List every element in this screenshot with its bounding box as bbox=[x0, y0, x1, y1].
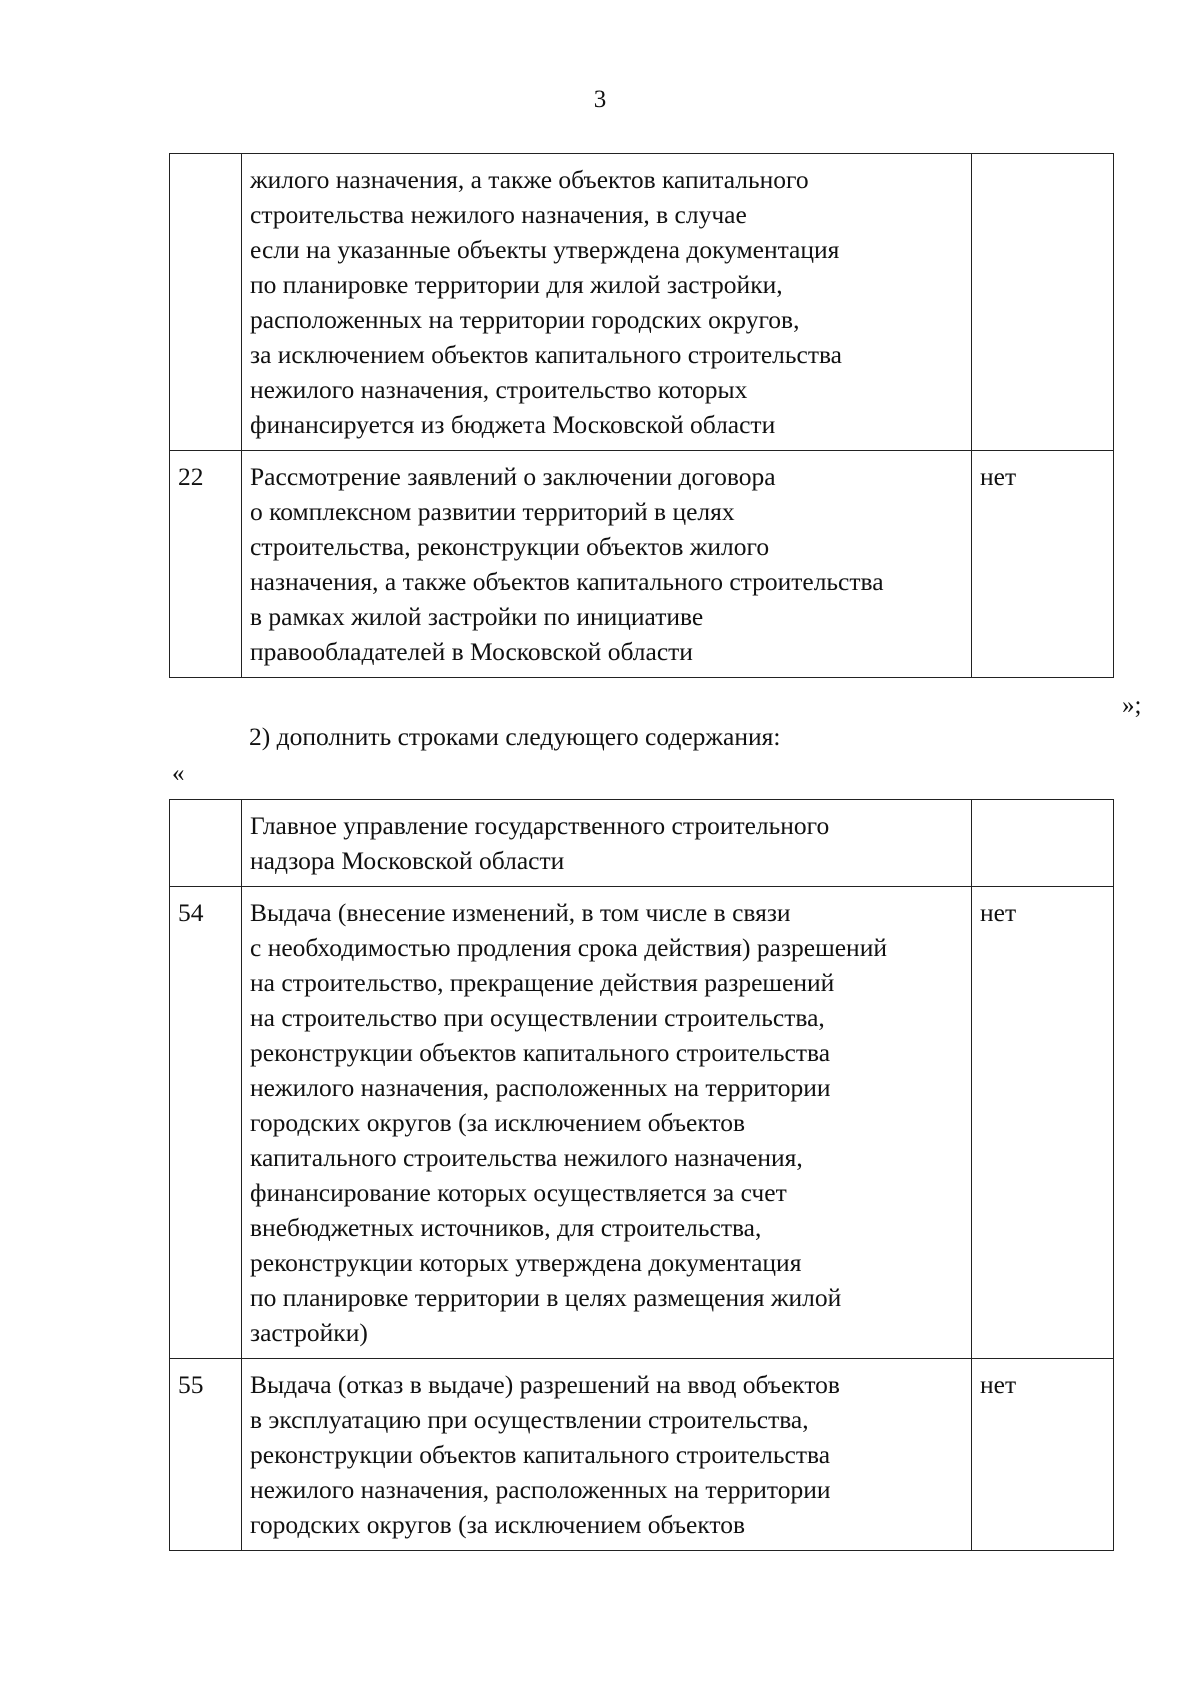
page-number: 3 bbox=[593, 86, 607, 113]
row-description: Выдача (внесение изменений, в том числе в связи с необходимостью продления срока действия) разрешений на строительство, прекращение действия разрешений на строительство при осуществлении строительства, реконструкции объектов капитального строительства нежилого назначения, расположенных на территории городских округов (за исключением объектов капитального строительства нежилого назначения, финансирование которых осуществляется за счет внебюджетных источников, для строительства, реконструкции которых утверждена документация по планировке территории в целях размещения жилой застройки) bbox=[250, 898, 887, 1347]
row-number-cell: 22 bbox=[170, 451, 242, 678]
row-flag-cell: нет bbox=[972, 887, 1114, 1359]
table-row bbox=[170, 154, 1114, 451]
services-table-continued bbox=[169, 153, 1114, 678]
row-number-cell bbox=[170, 154, 242, 451]
services-table-additions bbox=[169, 799, 1114, 1551]
instruction-paragraph: 2) дополнить строками следующего содержания: bbox=[249, 722, 781, 751]
row-description-cell bbox=[242, 154, 972, 451]
opening-quote: « bbox=[172, 760, 185, 787]
row-description-cell bbox=[242, 887, 972, 1359]
row-number-cell bbox=[170, 800, 242, 887]
table-row bbox=[170, 800, 1114, 887]
row-flag-cell bbox=[972, 154, 1114, 451]
row-flag-cell: нет bbox=[972, 1359, 1114, 1551]
row-flag-cell: нет bbox=[972, 451, 1114, 678]
row-description: жилого назначения, а также объектов капитального строительства нежилого назначения, в случае если на указанные объекты утверждена документация по планировке территории для жилой застройки, расположенных на территории городских округов, за исключением объектов капитального строительства нежилого назначения, строительство которых финансируется из бюджета Московской области bbox=[250, 165, 843, 439]
row-description: Рассмотрение заявлений о заключении договора о комплексном развитии территорий в целях строительства, реконструкции объектов жилого назначения, а также объектов капитального строительства в рамках жилой застройки по инициативе правообладателей в Московской области bbox=[250, 462, 884, 666]
table-row bbox=[170, 887, 1114, 1359]
row-description: Выдача (отказ в выдаче) разрешений на ввод объектов в эксплуатацию при осуществлении строительства, реконструкции объектов капитального строительства нежилого назначения, расположенных на территории городских округов (за исключением объектов bbox=[250, 1370, 840, 1539]
row-description-cell bbox=[242, 451, 972, 678]
table-row bbox=[170, 1359, 1114, 1551]
closing-quote: »; bbox=[1122, 692, 1142, 719]
row-description-cell bbox=[242, 800, 972, 887]
row-flag-cell bbox=[972, 800, 1114, 887]
row-number-cell: 55 bbox=[170, 1359, 242, 1551]
row-number-cell: 54 bbox=[170, 887, 242, 1359]
table-row bbox=[170, 451, 1114, 678]
section-heading: Главное управление государственного строительного надзора Московской области bbox=[250, 811, 830, 875]
row-description-cell bbox=[242, 1359, 972, 1551]
